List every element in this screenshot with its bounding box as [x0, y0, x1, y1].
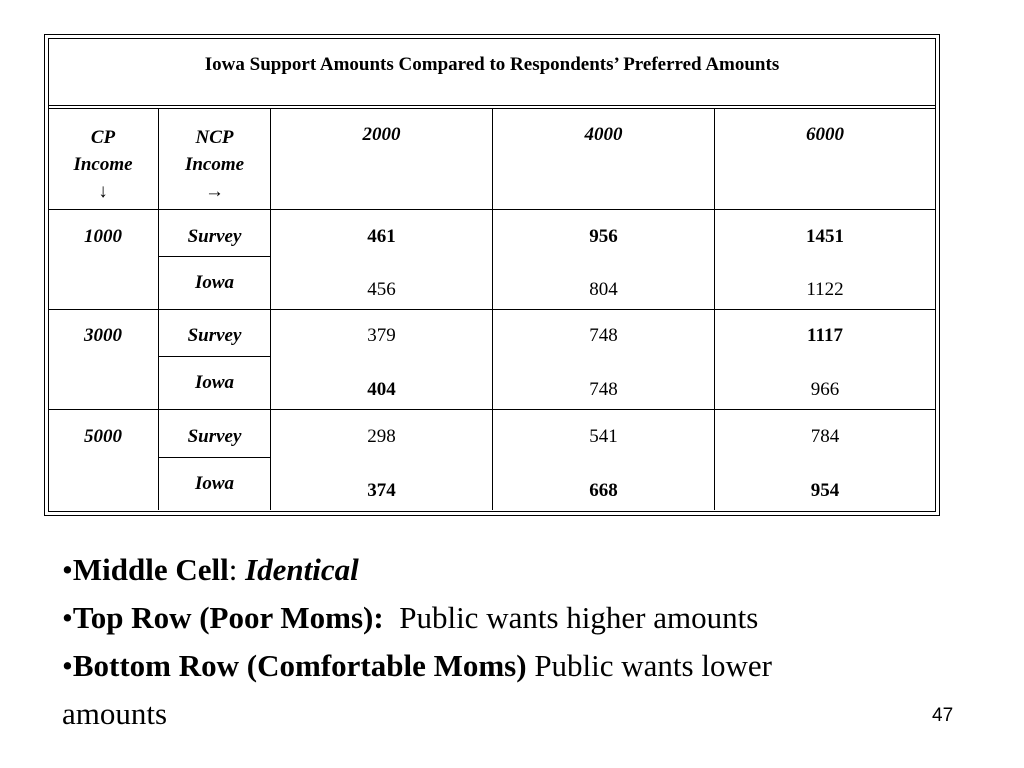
survey-label: Survey	[187, 426, 242, 447]
cp-income-header	[48, 124, 158, 205]
bullet-continuation: amounts	[62, 696, 168, 731]
comparison-table	[44, 34, 940, 516]
bullet-marker: •	[62, 648, 73, 683]
survey-value: 956	[589, 226, 618, 247]
iowa-value: 966	[810, 379, 840, 400]
table-title: Iowa Support Amounts Compared to Respondents’ Preferred Amounts	[204, 54, 780, 75]
bullet-item-middle-cell	[62, 546, 992, 594]
survey-value: 1451	[806, 226, 844, 247]
ncp-income-header	[159, 124, 270, 205]
iowa-label: Iowa	[194, 473, 235, 494]
ncp-header-line2: Income	[184, 154, 245, 175]
bullet-text: Identical	[245, 552, 359, 587]
col-divider-3	[492, 109, 493, 510]
bullet-marker: •	[62, 552, 73, 587]
survey-value: 298	[367, 426, 396, 447]
survey-label: Survey	[187, 325, 242, 346]
row2-sub-divider	[159, 356, 270, 357]
iowa-value: 804	[589, 279, 618, 300]
cp-income-3000: 3000	[84, 325, 122, 346]
cp-header-line1: CP	[90, 127, 116, 148]
bullet-label: Bottom Row (Comfortable Moms)	[72, 648, 527, 683]
bullet-item-top-row	[62, 594, 992, 642]
bullet-separator: :	[228, 552, 246, 587]
iowa-value: 374	[367, 480, 396, 501]
survey-value: 748	[589, 325, 618, 346]
ncp-header-line1: NCP	[195, 127, 234, 148]
slide-number: 47	[932, 705, 954, 726]
iowa-value: 668	[589, 480, 618, 501]
bullet-marker: •	[62, 600, 73, 635]
bullet-item-bottom-row	[62, 642, 992, 690]
down-arrow-icon: ↓	[98, 181, 108, 202]
cp-header-line2: Income	[73, 154, 133, 175]
bullet-list	[62, 546, 992, 738]
cp-income-5000: 5000	[84, 426, 122, 447]
iowa-label: Iowa	[194, 272, 235, 293]
iowa-value: 748	[589, 379, 618, 400]
survey-value: 461	[367, 226, 396, 247]
column-header-2000: 2000	[362, 124, 401, 145]
col-divider-4	[714, 109, 715, 510]
row3-sub-divider	[159, 457, 270, 458]
title-divider-top	[48, 105, 936, 106]
iowa-value: 404	[367, 379, 396, 400]
iowa-label: Iowa	[194, 372, 235, 393]
survey-value: 784	[810, 426, 840, 447]
iowa-value: 954	[810, 480, 840, 501]
bullet-text: Public wants lower	[526, 648, 772, 683]
cp-income-1000: 1000	[84, 226, 122, 247]
col-divider-2	[270, 109, 271, 510]
survey-value: 1117	[807, 325, 843, 346]
survey-value: 541	[589, 426, 618, 447]
survey-label: Survey	[187, 226, 242, 247]
column-header-6000: 6000	[806, 124, 844, 145]
bullet-label: Middle Cell	[72, 552, 229, 587]
row1-sub-divider	[159, 256, 270, 257]
bullet-text: Public wants higher amounts	[383, 600, 759, 635]
iowa-value: 1122	[806, 279, 844, 300]
column-header-4000: 4000	[584, 124, 623, 145]
right-arrow-icon: →	[205, 181, 224, 202]
survey-value: 379	[367, 325, 396, 346]
bullet-label: Top Row (Poor Moms):	[72, 600, 384, 635]
iowa-value: 456	[367, 279, 396, 300]
